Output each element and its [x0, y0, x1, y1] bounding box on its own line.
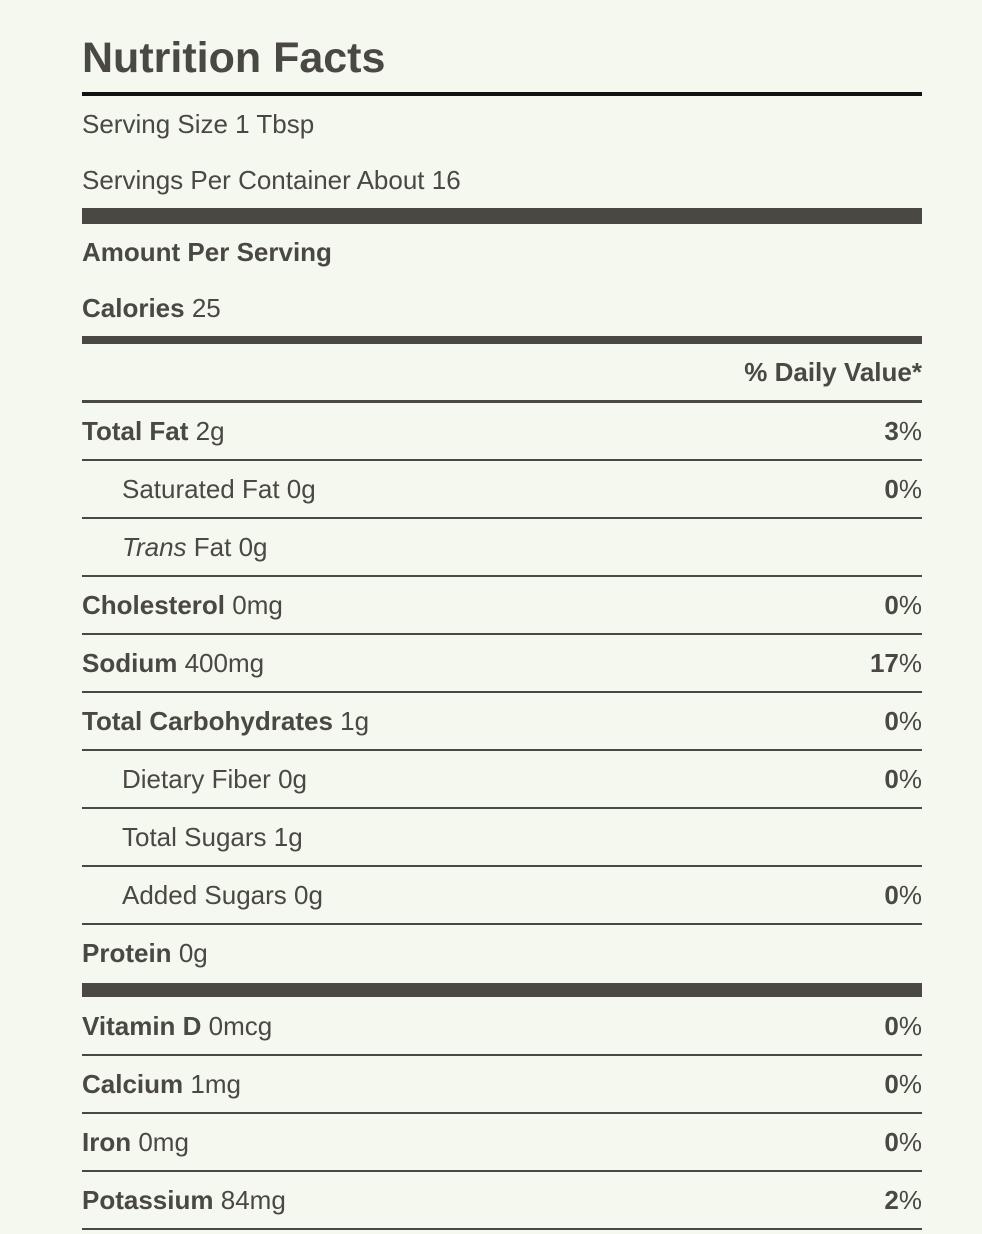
page-title: Nutrition Facts	[82, 34, 386, 82]
nutrient-row-dietary-fiber	[82, 751, 922, 809]
percent-sign: %	[898, 1011, 922, 1041]
nutrient-amount: 0g	[294, 880, 323, 910]
amount-per-serving: Amount Per Serving	[82, 237, 332, 267]
vitamin-name: Potassium	[82, 1185, 214, 1215]
percent-sign: %	[898, 1127, 922, 1157]
vitamin-percent: 0	[884, 1069, 899, 1099]
vitamin-amount: 0mg	[138, 1127, 189, 1157]
vitamin-amount: 0mcg	[208, 1011, 273, 1041]
percent-sign: %	[898, 1069, 922, 1099]
daily-value-header: % Daily Value*	[744, 357, 922, 387]
nutrient-row-added-sugars	[82, 867, 922, 925]
nutrient-amount: 0g	[238, 532, 268, 562]
nutrient-name: Saturated Fat	[122, 474, 280, 504]
nutrient-row-saturated-fat	[82, 461, 922, 519]
nutrient-amount: 1g	[273, 822, 303, 852]
nutrient-name: Fat	[193, 532, 232, 562]
vitamin-percent: 2	[884, 1185, 899, 1215]
nutrient-percent: 0	[884, 880, 899, 910]
nutrient-row-cholesterol	[82, 577, 922, 635]
nutrient-name: Sodium	[82, 648, 178, 678]
nutrient-percent: 3	[884, 416, 899, 446]
nutrient-name: Total Sugars	[122, 822, 267, 852]
nutrient-percent: 0	[884, 764, 899, 794]
vitamin-amount: 1mg	[190, 1069, 241, 1099]
vitamin-row-calcium	[82, 1056, 922, 1114]
nutrient-name: Added Sugars	[122, 880, 287, 910]
nutrient-amount: 2g	[195, 416, 225, 446]
nutrient-row-total-carbohydrates	[82, 693, 922, 751]
nutrient-percent: 0	[884, 590, 899, 620]
vitamin-percent: 0	[884, 1011, 899, 1041]
nutrient-name: Total Carbohydrates	[82, 706, 333, 736]
vitamin-row-iron	[82, 1114, 922, 1172]
nutrient-amount: 1g	[340, 706, 370, 736]
nutrient-row-trans-fat	[82, 519, 922, 577]
nutrient-name: Cholesterol	[82, 590, 226, 620]
thick-divider-vitamins	[82, 983, 922, 997]
nutrient-name: Dietary Fiber	[122, 764, 271, 794]
percent-sign: %	[898, 1185, 922, 1215]
vitamin-amount: 84mg	[220, 1185, 286, 1215]
nutrient-row-total-fat	[82, 400, 922, 461]
percent-sign: %	[898, 590, 922, 620]
percent-sign: %	[898, 474, 922, 504]
vitamin-row-potassium	[82, 1172, 922, 1230]
nutrient-percent: 0	[884, 706, 899, 736]
calories-value: 25	[191, 293, 221, 323]
percent-sign: %	[898, 706, 922, 736]
vitamin-percent: 0	[884, 1127, 899, 1157]
percent-sign: %	[898, 648, 922, 678]
vitamin-list	[82, 998, 922, 1230]
thick-divider-servings	[82, 208, 922, 224]
nutrient-amount: 0g	[278, 764, 307, 794]
nutrient-amount: 0g	[286, 474, 316, 504]
nutrient-name-italic: Trans	[122, 532, 187, 562]
thick-divider-calories	[82, 336, 922, 344]
nutrient-amount: 400mg	[184, 648, 265, 678]
nutrient-name: Protein	[82, 938, 172, 968]
vitamin-name: Vitamin D	[82, 1011, 202, 1041]
nutrient-percent: 17	[869, 648, 899, 678]
nutrient-list	[82, 400, 922, 981]
nutrient-amount: 0g	[178, 938, 208, 968]
vitamin-row-vitamin-d	[82, 998, 922, 1056]
nutrient-amount: 0mg	[232, 590, 283, 620]
nutrient-name: Total Fat	[82, 416, 189, 446]
vitamin-name: Calcium	[82, 1069, 184, 1099]
vitamin-name: Iron	[82, 1127, 132, 1157]
title-divider	[82, 92, 922, 96]
nutrient-percent: 0	[884, 474, 899, 504]
percent-sign: %	[898, 880, 922, 910]
serving-size: Serving Size 1 Tbsp	[82, 109, 315, 139]
percent-sign: %	[898, 416, 922, 446]
nutrient-row-sodium	[82, 635, 922, 693]
calories-label: Calories	[82, 293, 185, 323]
percent-sign: %	[898, 764, 922, 794]
nutrient-row-total-sugars	[82, 809, 922, 867]
servings-per-container: Servings Per Container About 16	[82, 165, 461, 195]
calories-line	[82, 290, 221, 326]
nutrient-row-protein	[82, 925, 922, 981]
